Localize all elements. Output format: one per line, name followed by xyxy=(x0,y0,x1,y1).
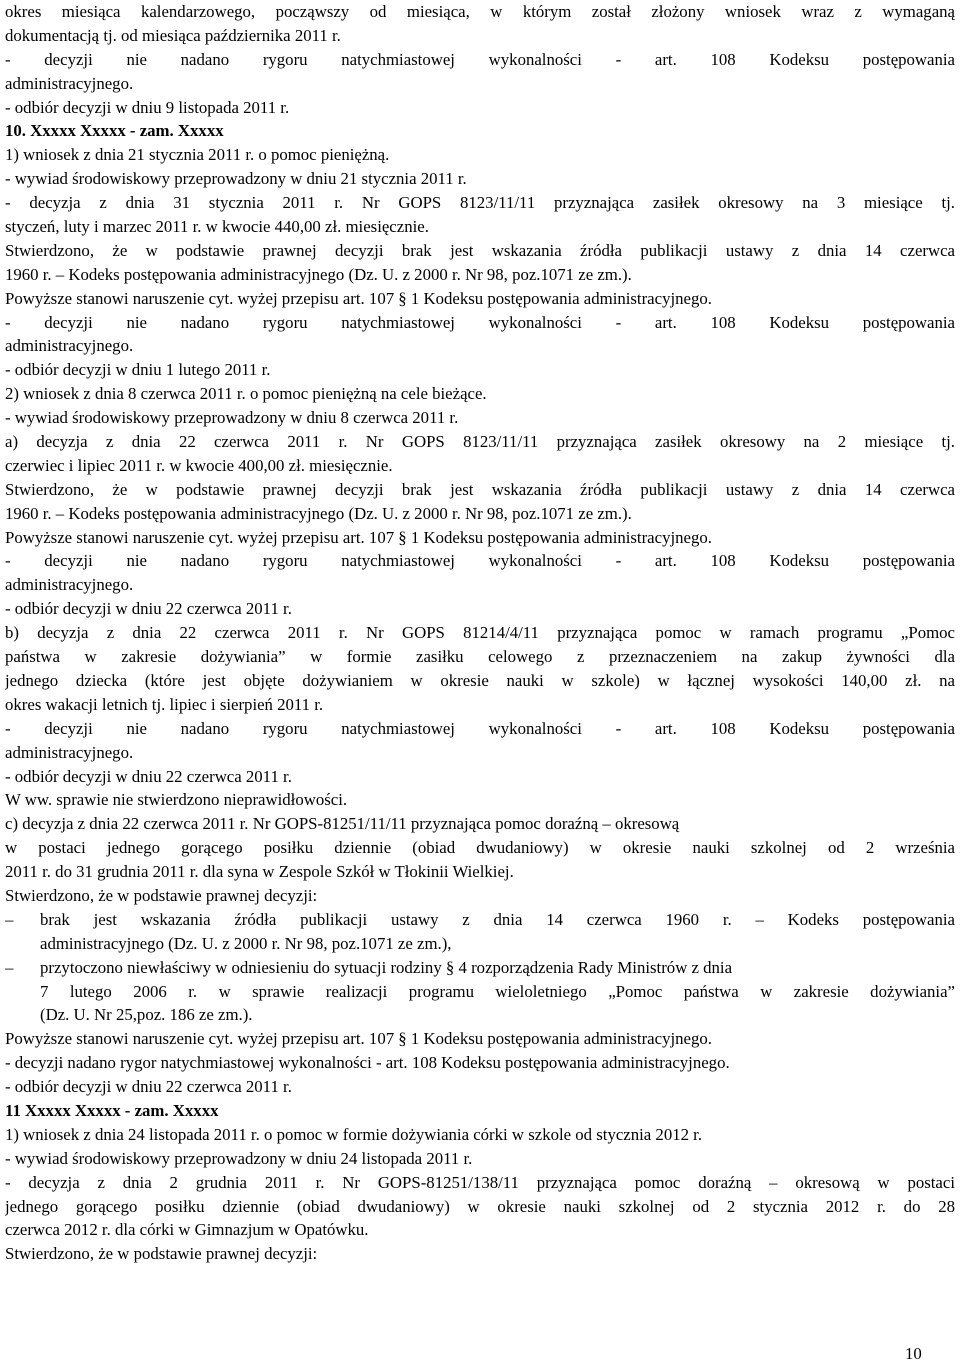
text-line xyxy=(5,836,955,860)
bullet-dash: – xyxy=(5,909,14,929)
line-text: a) decyzja z dnia 22 czerwca 2011 r. Nr GOPS 8123/11/11 przyznająca zasiłek okresowy na 2 miesiące tj. xyxy=(5,432,955,452)
line-text: Powyższe stanowi naruszenie cyt. wyżej przepisu art. 107 § 1 Kodeksu postępowania administracyjnego. xyxy=(5,1029,712,1049)
line-text: c) decyzja z dnia 22 czerwca 2011 r. Nr GOPS-81251/11/11 przyznająca pomoc doraźną – okresową xyxy=(5,814,680,834)
line-text: 1960 r. – Kodeks postępowania administracyjnego (Dz. U. z 2000 r. Nr 98, poz.1071 ze zm.). xyxy=(5,264,632,284)
line-text: - decyzja z dnia 2 grudnia 2011 r. Nr GOPS-81251/138/11 przyznająca pomoc doraźną – okresową w postaci xyxy=(5,1172,955,1192)
text-line xyxy=(5,741,955,765)
line-text: - odbiór decyzji w dniu 22 czerwca 2011 r. xyxy=(5,599,292,619)
text-line xyxy=(5,932,955,956)
line-text: 1) wniosek z dnia 24 listopada 2011 r. o pomoc w formie dożywiania córki w szkole od stycznia 2012 r. xyxy=(5,1124,703,1144)
line-text: państwa w zakresie dożywiania” w formie zasiłku celowego z przeznaczeniem na zakup żywności dla xyxy=(5,647,955,667)
line-text: 2011 r. do 31 grudnia 2011 r. dla syna w Zespole Szkół w Tłokinii Wielkiej. xyxy=(5,862,514,882)
line-text: (Dz. U. Nr 25,poz. 186 ze zm.). xyxy=(40,1005,253,1025)
line-text: - odbiór decyzji w dniu 22 czerwca 2011 r. xyxy=(5,1077,292,1097)
text-line xyxy=(5,693,955,717)
line-text: Stwierdzono, że w podstawie prawnej decyzji brak jest wskazania źródła publikacji ustawy z dnia 14 czerwca xyxy=(5,479,955,499)
text-line xyxy=(5,24,955,48)
line-text: 1960 r. – Kodeks postępowania administracyjnego (Dz. U. z 2000 r. Nr 98, poz.1071 ze zm.). xyxy=(5,503,632,523)
section-heading xyxy=(5,119,955,143)
text-line xyxy=(5,645,955,669)
document-page xyxy=(5,0,955,1266)
line-text: Stwierdzono, że w podstawie prawnej decyzji: xyxy=(5,1244,318,1264)
text-line xyxy=(5,167,955,191)
line-text: - decyzji nie nadano rygoru natychmiastowej wykonalności - art. 108 Kodeksu postępowania xyxy=(5,718,955,738)
text-line xyxy=(5,980,955,1004)
text-line xyxy=(5,1171,955,1195)
text-line xyxy=(5,1003,955,1027)
line-text: - decyzja z dnia 31 stycznia 2011 r. Nr GOPS 8123/11/11 przyznająca zasiłek okresowy na 3 miesiące tj. xyxy=(5,193,955,213)
text-line xyxy=(5,382,955,406)
text-line xyxy=(5,1218,955,1242)
text-line xyxy=(5,502,955,526)
line-text: dokumentacją tj. od miesiąca października 2011 r. xyxy=(5,25,341,45)
text-line xyxy=(5,597,955,621)
line-text: Stwierdzono, że w podstawie prawnej decyzji brak jest wskazania źródła publikacji ustawy z dnia 14 czerwca xyxy=(5,240,955,260)
text-line xyxy=(5,812,955,836)
line-text: administracyjnego (Dz. U. z 2000 r. Nr 98, poz.1071 ze zm.), xyxy=(40,933,452,953)
line-text: administracyjnego. xyxy=(5,742,134,762)
line-text: administracyjnego. xyxy=(5,73,134,93)
text-line xyxy=(5,48,955,72)
line-text: - odbiór decyzji w dniu 22 czerwca 2011 r. xyxy=(5,766,292,786)
text-line xyxy=(5,717,955,741)
line-text: okres miesiąca kalendarzowego, począwszy od miesiąca, w którym został złożony wniosek wraz z wymaganą xyxy=(5,2,955,21)
line-text: - decyzji nie nadano rygoru natychmiastowej wykonalności - art. 108 Kodeksu postępowania xyxy=(5,312,955,332)
text-line xyxy=(5,526,955,550)
line-text: 1) wniosek z dnia 21 stycznia 2011 r. o pomoc pieniężną. xyxy=(5,145,390,165)
line-text: - wywiad środowiskowy przeprowadzony w dniu 21 stycznia 2011 r. xyxy=(5,169,467,189)
line-text: - odbiór decyzji w dniu 1 lutego 2011 r. xyxy=(5,360,271,380)
text-line xyxy=(5,788,955,812)
line-text: administracyjnego. xyxy=(5,575,134,595)
text-line xyxy=(5,311,955,335)
text-line xyxy=(5,72,955,96)
line-text: Powyższe stanowi naruszenie cyt. wyżej przepisu art. 107 § 1 Kodeksu postępowania administracyjnego. xyxy=(5,288,712,308)
text-line xyxy=(5,478,955,502)
text-line xyxy=(5,573,955,597)
line-text: W ww. sprawie nie stwierdzono nieprawidłowości. xyxy=(5,790,348,810)
line-text: - decyzji nie nadano rygoru natychmiastowej wykonalności - art. 108 Kodeksu postępowania xyxy=(5,49,955,69)
line-text: czerwiec i lipiec 2011 r. w kwocie 400,00 zł. miesięcznie. xyxy=(5,455,393,475)
text-line xyxy=(5,1195,955,1219)
text-line xyxy=(5,1242,955,1266)
text-line xyxy=(5,191,955,215)
text-line xyxy=(5,1123,955,1147)
line-text: - decyzji nie nadano rygoru natychmiastowej wykonalności - art. 108 Kodeksu postępowania xyxy=(5,551,955,571)
section-heading xyxy=(5,1099,955,1123)
line-text: - wywiad środowiskowy przeprowadzony w dniu 8 czerwca 2011 r. xyxy=(5,408,459,428)
text-line xyxy=(5,765,955,789)
text-line xyxy=(5,287,955,311)
line-text: - decyzji nadano rygor natychmiastowej wykonalności - art. 108 Kodeksu postępowania administracyjnego. xyxy=(5,1053,730,1073)
text-line xyxy=(5,1027,955,1051)
line-text: jednego gorącego posiłku dziennie (obiad dwudaniowy) w okresie nauki szkolnej od 2 stycznia 2012 r. do 28 xyxy=(5,1196,955,1216)
page-number: 10 xyxy=(905,1344,922,1363)
text-line xyxy=(5,430,955,454)
text-line xyxy=(5,908,955,932)
line-text: Powyższe stanowi naruszenie cyt. wyżej przepisu art. 107 § 1 Kodeksu postępowania administracyjnego. xyxy=(5,527,712,547)
line-text: - wywiad środowiskowy przeprowadzony w dniu 24 listopada 2011 r. xyxy=(5,1148,473,1168)
text-line xyxy=(5,669,955,693)
line-text: przytoczono niewłaściwy w odniesieniu do sytuacji rodziny § 4 rozporządzenia Rady Ministrów z dnia xyxy=(40,957,733,977)
text-line xyxy=(5,358,955,382)
line-text: 11 Xxxxx Xxxxx - zam. Xxxxx xyxy=(5,1100,219,1120)
text-line xyxy=(5,1147,955,1171)
line-text: 7 lutego 2006 r. w sprawie realizacji programu wieloletniego „Pomoc państwa w zakresie dożywiania” xyxy=(40,981,955,1001)
text-line xyxy=(5,860,955,884)
line-text: okres wakacji letnich tj. lipiec i sierpień 2011 r. xyxy=(5,694,324,714)
line-text: styczeń, luty i marzec 2011 r. w kwocie 440,00 zł. miesięcznie. xyxy=(5,217,429,237)
text-line xyxy=(5,263,955,287)
text-line xyxy=(5,1075,955,1099)
line-text: b) decyzja z dnia 22 czerwca 2011 r. Nr GOPS 81214/4/11 przyznająca pomoc w ramach programu „Pomoc xyxy=(5,623,955,643)
text-line xyxy=(5,1051,955,1075)
line-text: Stwierdzono, że w podstawie prawnej decyzji: xyxy=(5,885,318,905)
line-text: - odbiór decyzji w dniu 9 listopada 2011 r. xyxy=(5,97,290,117)
line-text: w postaci jednego gorącego posiłku dziennie (obiad dwudaniowy) w okresie nauki szkolnej od 2 września xyxy=(5,838,955,858)
text-line xyxy=(5,454,955,478)
text-line xyxy=(5,239,955,263)
line-text: 10. Xxxxx Xxxxx - zam. Xxxxx xyxy=(5,121,224,141)
text-line xyxy=(5,406,955,430)
line-text: administracyjnego. xyxy=(5,336,134,356)
text-line xyxy=(5,549,955,573)
text-line xyxy=(5,956,955,980)
text-line xyxy=(5,884,955,908)
bullet-dash: – xyxy=(5,957,14,977)
text-line xyxy=(5,143,955,167)
line-text: 2) wniosek z dnia 8 czerwca 2011 r. o pomoc pieniężną na cele bieżące. xyxy=(5,384,487,404)
text-line xyxy=(5,621,955,645)
line-text: czerwca 2012 r. dla córki w Gimnazjum w Opatówku. xyxy=(5,1220,369,1240)
line-text: jednego dziecka (które jest objęte dożywianiem w okresie nauki w szkole) w łącznej wysokości 140,00 zł. na xyxy=(5,670,955,690)
line-text: brak jest wskazania źródła publikacji ustawy z dnia 14 czerwca 1960 r. – Kodeks postępowania xyxy=(40,909,955,929)
text-line xyxy=(5,0,955,24)
text-line xyxy=(5,215,955,239)
text-line xyxy=(5,334,955,358)
text-line xyxy=(5,96,955,120)
